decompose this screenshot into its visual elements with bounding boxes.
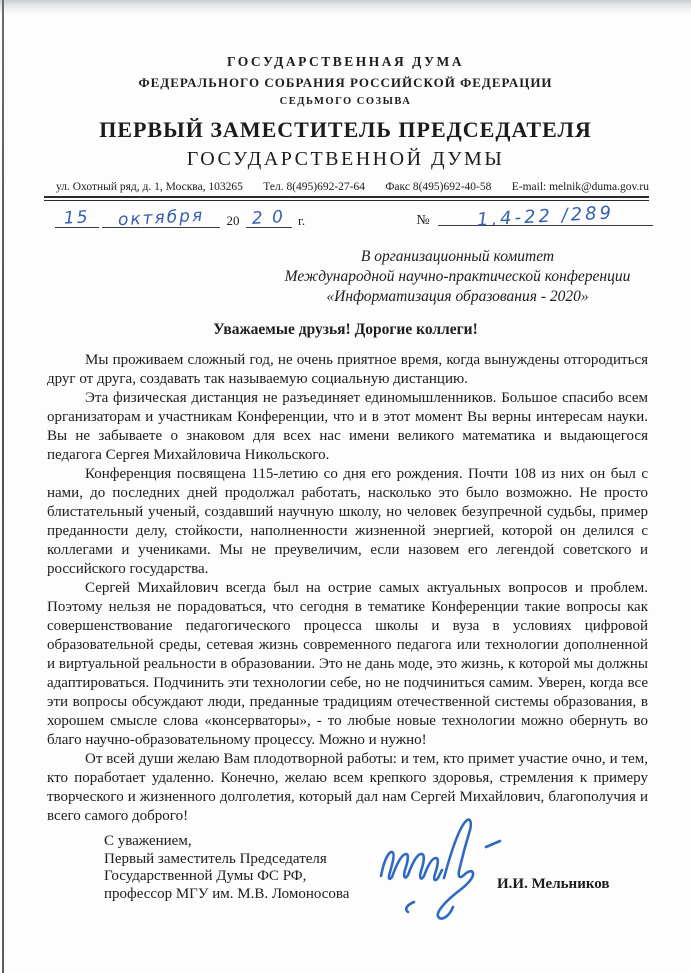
number-line <box>416 202 653 231</box>
date-day-handwritten: 15 <box>63 207 91 229</box>
recipient-line2: Международной научно-практической конференции <box>284 268 631 285</box>
date-line <box>55 205 308 231</box>
number-handwritten: 1.4-22 /289 <box>476 202 615 231</box>
signer-title-line1: Первый заместитель Председателя <box>104 850 327 867</box>
org-name-line2: ФЕДЕРАЛЬНОГО СОБРАНИЯ РОССИЙСКОЙ ФЕДЕРАЦИИ <box>138 75 553 90</box>
org-name-line3: СЕДЬМОГО СОЗЫВА <box>279 96 412 107</box>
salutation: Уважаемые друзья! Дорогие коллеги! <box>213 321 478 338</box>
contact-email: E-mail: melnik@duma.gov.ru <box>511 181 649 193</box>
number-blank <box>438 202 653 231</box>
letterhead-rule <box>44 196 649 201</box>
body-paragraph: Конференция посвящена 115-летию со дня его рождения. Почти 108 из них он был с нами, до последних дней продолжал работать, насколько это было возможно. Не просто блистательный ученый, создавший научную школу, но человек безупречной судьбы, пример преданности делу, стойкости, наполненности жизненной энергией, которой он делился с коллегами и учениками. Мы не преувеличим, если назовем его легендой советского и российского государства. <box>47 466 648 577</box>
contact-address: ул. Охотный ряд, д. 1, Москва, 103265 <box>56 181 243 193</box>
scan-top-edge <box>0 0 691 16</box>
date-year-blank <box>246 207 292 229</box>
contact-fax: Факс 8(495)692-40-58 <box>385 181 492 193</box>
body-paragraph: Сергей Михайлович всегда был на острие самых актуальных вопросов и проблем. Поэтому нельзя не порадоваться, что сегодня в тематике Конференции такие вопросы как совершенствование педагогического процесса школы и вуза в условиях цифровой образовательной среды, сетевая жизнь современного педагога или технологии дополненной и виртуальной реальности в образовании. Это не дань моде, это жизнь, к которой мы должны адаптироваться. Подчинить эти технологии себе, но не подчиниться самим. Уверен, когда все эти вопросы обсуждают люди, преданные традициям отечественной системы образования, в хорошем смысле слова «консерваторы», - то любые новые технологии можно обернуть во благо научно-образовательному процессу. Можно и нужно! <box>47 580 648 748</box>
signer-title-line3: профессор МГУ им. М.В. Ломоносова <box>104 885 350 902</box>
body-paragraph: От всей души желаю Вам плодотворной работы: и тем, кто примет участие очно, и тем, кто поработает удаленно. Конечно, желаю всем крепкого здоровья, стремления к примеру творческого и жизненного долголетия, который дал нам Сергей Михайлович, благополучия и всего самого доброго! <box>47 751 648 824</box>
signature-block <box>104 833 349 903</box>
date-day-blank <box>55 207 99 229</box>
signer-name: И.И. Мельников <box>497 876 610 892</box>
letter-body <box>47 351 648 826</box>
reference-row <box>55 203 653 233</box>
signer-title-line2: Государственной Думы ФС РФ, <box>104 868 307 884</box>
body-paragraph: Эта физическая дистанция не разъединяет единомышленников. Большое спасибо всем организаторам и участникам Конференции, что и в этот момент Вы верны интересам науки. Вы не забываете о знаковом для всех нас имени великого математика и выдающегося педагога Сергея Михайловича Никольского. <box>47 390 648 463</box>
contact-phone: Тел. 8(495)692-27-64 <box>263 181 366 193</box>
date-year-printed: 20 <box>226 213 240 228</box>
date-month-handwritten: октября <box>117 205 205 231</box>
sender-post-line2: ГОСУДАРСТВЕННОЙ ДУМЫ <box>186 148 505 170</box>
recipient-block <box>260 247 655 307</box>
body-paragraph: Мы проживаем сложный год, не очень приятное время, когда вынуждены отгородиться друг от друга, создавать так называемую социальную дистанцию. <box>47 352 648 387</box>
recipient-line3: «Информатизация образования - 2020» <box>326 288 589 305</box>
org-name-line1: ГОСУДАРСТВЕННАЯ ДУМА <box>227 54 464 69</box>
recipient-line1: В организационный комитет <box>360 248 555 265</box>
sender-post-line1: ПЕРВЫЙ ЗАМЕСТИТЕЛЬ ПРЕДСЕДАТЕЛЯ <box>99 117 592 142</box>
contact-line <box>56 181 649 193</box>
letterhead <box>0 54 691 201</box>
date-year-handwritten: 2 0 <box>251 207 286 229</box>
date-suffix: г. <box>298 213 306 228</box>
number-sign: № <box>416 213 430 228</box>
closing-line: С уважением, <box>104 833 192 849</box>
date-month-blank <box>102 205 220 231</box>
